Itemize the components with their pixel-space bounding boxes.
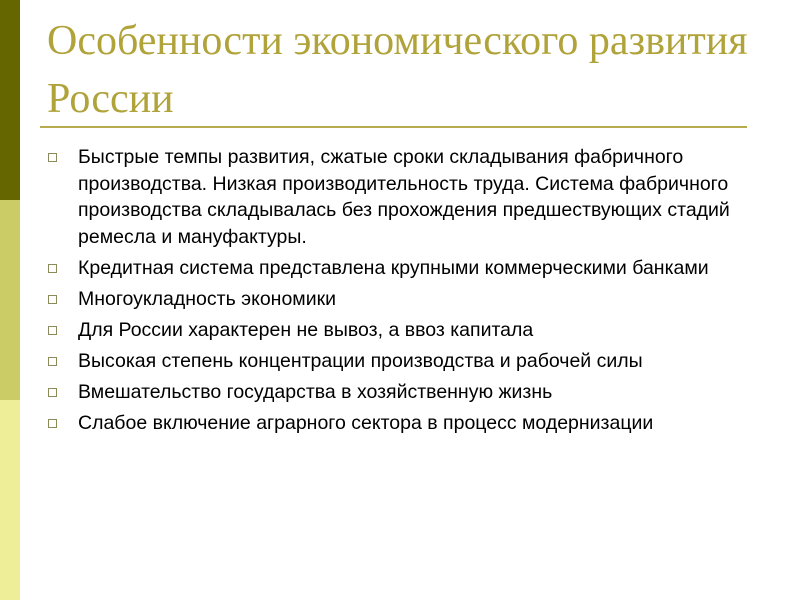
- bullet-item: [48, 255, 738, 282]
- square-bullet-icon: [48, 153, 57, 162]
- bullet-item: [48, 348, 738, 375]
- bullet-text: Многоукладность экономики: [78, 287, 337, 310]
- square-bullet-icon: [48, 388, 57, 397]
- bullet-item: [48, 144, 738, 250]
- bullet-text: Вмешательство государства в хозяйственную жизнь: [78, 380, 553, 403]
- square-bullet-icon: [48, 264, 57, 273]
- square-bullet-icon: [48, 295, 57, 304]
- square-bullet-icon: [48, 419, 57, 428]
- bullet-text: Быстрые темпы развития, сжатые сроки складывания фабричного производства. Низкая производительность труда. Система фабричного производства складывалась без прохождения предшествующих стадий ремесла и мануфактуры.: [78, 146, 730, 248]
- bullet-list: [48, 144, 738, 441]
- bullet-text: Кредитная система представлена крупными коммерческими банками: [78, 256, 709, 279]
- bullet-text: Для России характерен не вывоз, а ввоз капитала: [78, 318, 534, 341]
- square-bullet-icon: [48, 326, 57, 335]
- square-bullet-icon: [48, 357, 57, 366]
- bullet-item: [48, 410, 738, 437]
- side-strip-light: [0, 200, 20, 400]
- side-strip-dark: [0, 0, 20, 200]
- side-strip-pale: [0, 400, 20, 600]
- bullet-item: [48, 286, 738, 313]
- bullet-item: [48, 317, 738, 344]
- bullet-item: [48, 379, 738, 406]
- bullet-text: Слабое включение аграрного сектора в процесс модернизации: [78, 411, 654, 434]
- title-divider: [40, 126, 747, 128]
- bullet-text: Высокая степень концентрации производства и рабочей силы: [78, 349, 643, 372]
- slide-title: Особенности экономического развития России: [47, 18, 748, 122]
